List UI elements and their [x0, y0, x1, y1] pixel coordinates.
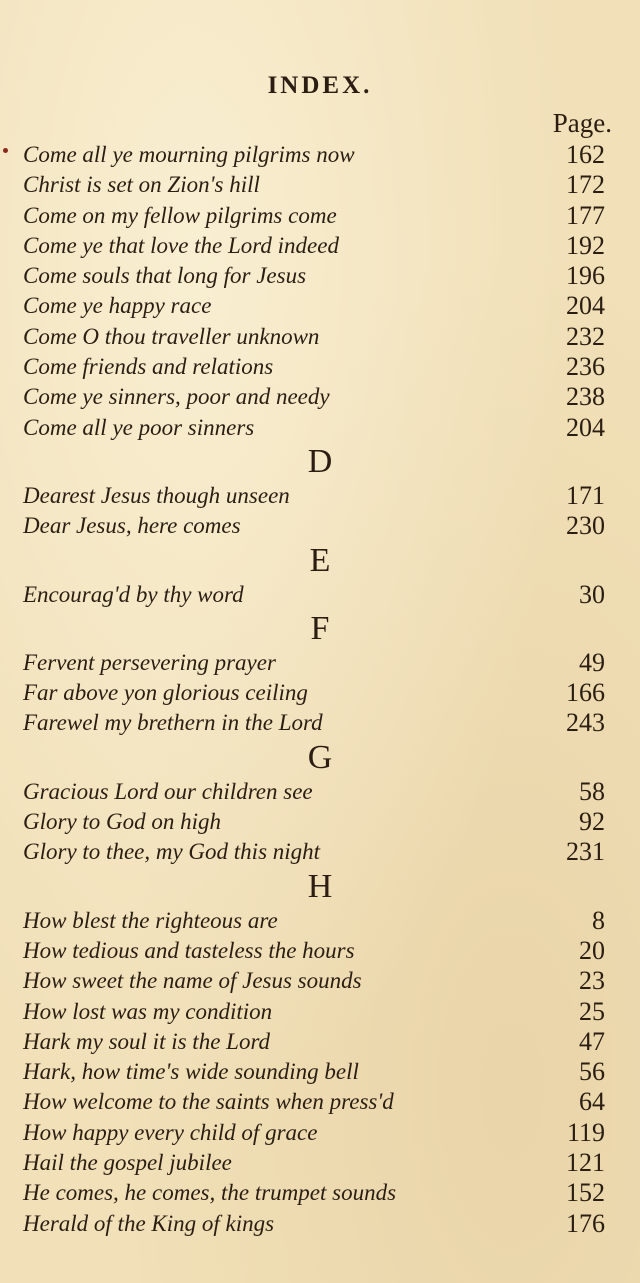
- section-letter-d: D: [307, 442, 333, 480]
- entry-title: Come souls that long for Jesus: [23, 263, 307, 289]
- index-entry: [0, 1027, 640, 1057]
- index-entry: [0, 1118, 640, 1148]
- index-entry: [0, 966, 640, 996]
- entry-title: Herald of the King of kings: [23, 1210, 275, 1236]
- index-entry: [0, 906, 640, 936]
- entry-page: 231: [566, 837, 605, 867]
- entry-title: How welcome to the saints when press'd: [23, 1089, 394, 1115]
- index-entry: [0, 997, 640, 1027]
- entry-title: Christ is set on Zion's hill: [23, 172, 260, 198]
- entry-title: Glory to thee, my God this night: [23, 839, 321, 865]
- index-entry: [0, 580, 640, 610]
- entry-page: 204: [566, 412, 605, 442]
- entry-page: 8: [592, 905, 605, 935]
- entry-title: Come all ye mourning pilgrims now: [23, 142, 355, 167]
- entry-title: Farewel my brethern in the Lord: [23, 710, 323, 736]
- entry-title: Encourag'd by thy word: [23, 581, 244, 607]
- entry-title: Glory to God on high: [23, 809, 222, 835]
- entry-page: 64: [579, 1087, 605, 1117]
- section-h: [0, 906, 640, 1239]
- index-entry: [0, 261, 640, 291]
- index-entry: [0, 1209, 640, 1239]
- index-entry: [0, 413, 640, 443]
- entry-page: 92: [579, 807, 605, 837]
- page-title: INDEX.: [267, 72, 373, 99]
- entry-page: 49: [579, 647, 605, 677]
- entry-page: 196: [566, 261, 605, 291]
- entry-title: How blest the righteous are: [23, 907, 278, 933]
- index-entry: [0, 481, 640, 511]
- entry-page: 171: [566, 480, 605, 510]
- entry-page: 172: [566, 170, 605, 200]
- entry-page: 152: [566, 1178, 605, 1208]
- section-c: [0, 140, 640, 443]
- index-entry: [0, 382, 640, 412]
- entry-title: Dear Jesus, here comes: [23, 513, 241, 539]
- entry-page: 204: [566, 291, 605, 321]
- index-entry: [0, 648, 640, 678]
- entry-page: 23: [579, 966, 605, 996]
- section-g: [0, 777, 640, 868]
- entry-title: Dearest Jesus though unseen: [23, 482, 290, 508]
- entry-title: Come all ye poor sinners: [23, 414, 255, 440]
- entry-page: 232: [566, 321, 605, 351]
- section-letter-f: F: [310, 609, 330, 647]
- index-entry: [0, 352, 640, 382]
- entry-page: 176: [566, 1208, 605, 1238]
- index-entry: [0, 322, 640, 352]
- index-entry: [0, 140, 640, 170]
- entry-page: 58: [579, 776, 605, 806]
- entry-page: 230: [566, 511, 605, 541]
- entry-title: Gracious Lord our children see: [23, 778, 313, 804]
- entry-title: Far above yon glorious ceiling: [23, 680, 308, 706]
- entry-title: Come O thou traveller unknown: [23, 323, 320, 349]
- entry-page: 47: [579, 1026, 605, 1056]
- index-entry: [0, 837, 640, 867]
- index-entry: [0, 1087, 640, 1117]
- index-entry: [0, 1057, 640, 1087]
- index-entry: [0, 291, 640, 321]
- index-entry: [0, 170, 640, 200]
- section-letter-g: G: [307, 738, 333, 776]
- section-letter-h: H: [307, 867, 333, 905]
- entry-page: 177: [566, 200, 605, 230]
- index-entry: [0, 936, 640, 966]
- entry-page: 162: [566, 140, 605, 169]
- entry-title: Hark my soul it is the Lord: [23, 1028, 271, 1054]
- entry-title: Come ye that love the Lord indeed: [23, 232, 339, 258]
- entry-title: How happy every child of grace: [23, 1119, 318, 1145]
- entry-title: He comes, he comes, the trumpet sounds: [23, 1180, 397, 1206]
- entry-page: 243: [566, 708, 605, 738]
- index-entry: [0, 678, 640, 708]
- entry-title: How tedious and tasteless the hours: [23, 937, 355, 963]
- section-letter-e: E: [309, 541, 331, 579]
- page-column-header: Page.: [552, 108, 612, 138]
- index-entry: [0, 511, 640, 541]
- entry-title: Hail the gospel jubilee: [23, 1150, 232, 1176]
- index-entry: [0, 1178, 640, 1208]
- entry-title: Hark, how time's wide sounding bell: [23, 1059, 359, 1085]
- section-f: [0, 648, 640, 739]
- section-d: [0, 481, 640, 542]
- index-entry: [0, 201, 640, 231]
- entry-page: 166: [566, 678, 605, 708]
- entry-title: Come friends and relations: [23, 354, 274, 380]
- index-entry: [0, 807, 640, 837]
- entry-page: 192: [566, 230, 605, 260]
- entry-title: Come ye happy race: [23, 293, 212, 319]
- entry-page: 30: [579, 579, 605, 609]
- index-entries: [0, 140, 640, 1239]
- entry-title: Fervent persevering prayer: [23, 649, 276, 675]
- index-entry: [0, 777, 640, 807]
- index-entry: [0, 708, 640, 738]
- entry-page: 236: [566, 352, 605, 382]
- section-e: [0, 580, 640, 610]
- entry-page: 119: [566, 1117, 605, 1147]
- entry-title: Come on my fellow pilgrims come: [23, 202, 337, 228]
- entry-title: How sweet the name of Jesus sounds: [23, 968, 362, 994]
- entry-page: 20: [579, 935, 605, 965]
- entry-page: 121: [566, 1148, 605, 1178]
- index-entry: [0, 231, 640, 261]
- entry-title: How lost was my condition: [23, 998, 273, 1024]
- entry-title: Come ye sinners, poor and needy: [23, 384, 330, 410]
- index-entry: [0, 1148, 640, 1178]
- entry-page: 238: [566, 382, 605, 412]
- entry-page: 56: [579, 1057, 605, 1087]
- entry-page: 25: [579, 996, 605, 1026]
